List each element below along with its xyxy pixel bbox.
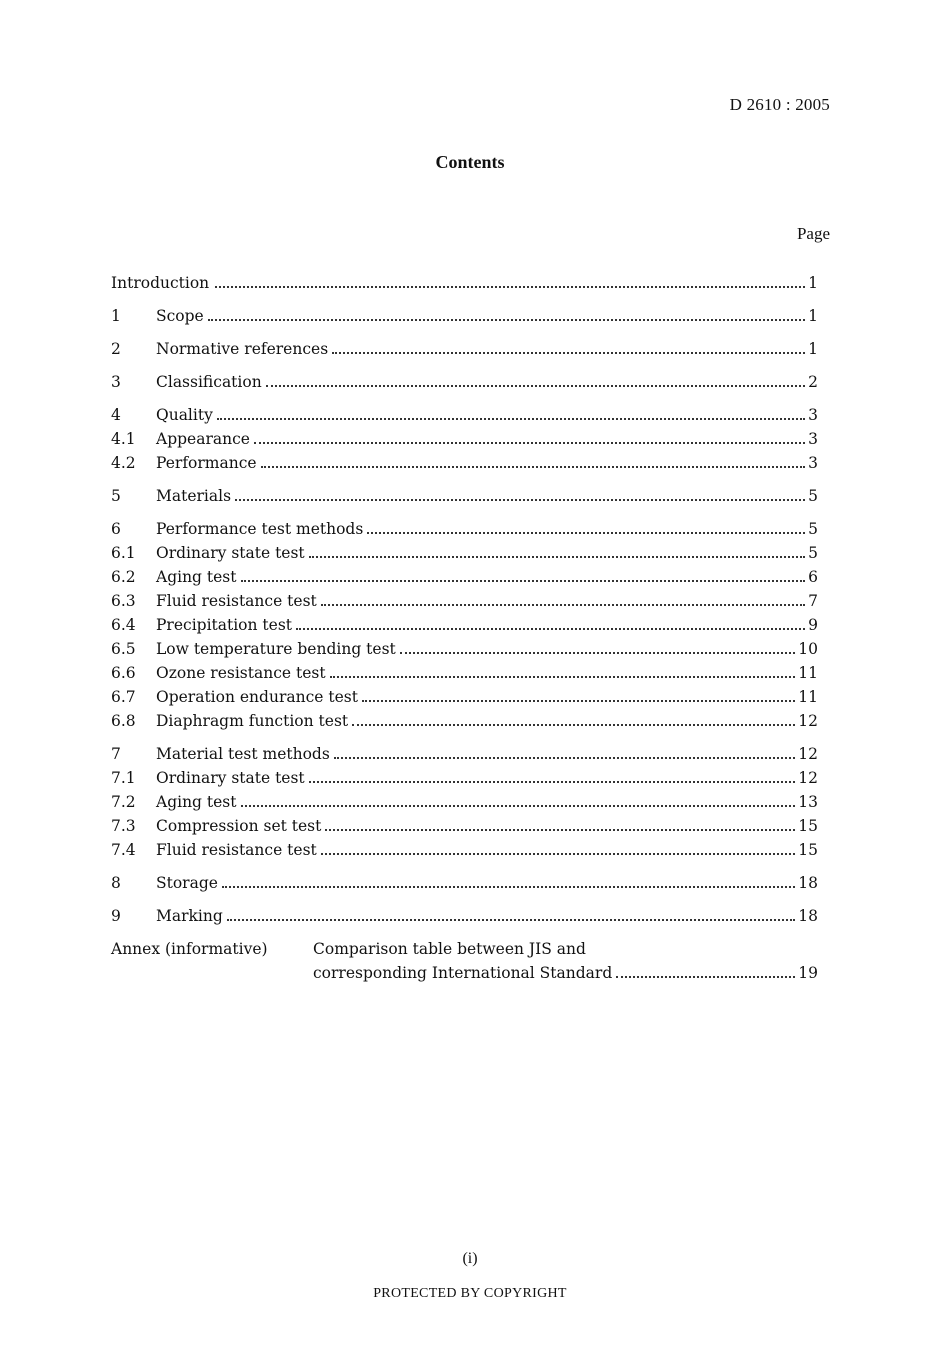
toc-entry-page: 5 [808,544,818,562]
toc-entry[interactable] [111,838,818,862]
toc-leader [261,466,806,468]
toc-entry-label: Material test methods [156,745,330,763]
toc-leader [222,886,795,888]
toc-entry-number: 6.6 [111,664,136,682]
toc-entry-label: Ordinary state test [156,544,305,562]
toc-entry-number: 6.3 [111,592,136,610]
toc-entry-label: Aging test [156,568,237,586]
toc-entry-number: 7.1 [111,769,136,787]
toc-entry-page: 2 [808,373,818,391]
toc-entry-number: 5 [111,487,121,505]
toc-entry-label: Quality [156,406,213,424]
toc-entry-number: 2 [111,340,121,358]
toc-leader [325,829,795,831]
toc-leader [296,628,805,630]
toc-entry-number: 7.3 [111,817,136,835]
toc-entry-page: 7 [808,592,818,610]
copyright-notice: PROTECTED BY COPYRIGHT [373,1286,567,1301]
toc-entry-page: 13 [798,793,818,811]
toc-entry-number: 6 [111,520,121,538]
toc-leader [362,700,795,702]
toc-entry-page: 1 [808,307,818,325]
toc-entry-label: Precipitation test [156,616,293,634]
toc-entry-number: 6.8 [111,712,136,730]
toc-leader [309,781,796,783]
toc-entry-page: 18 [798,907,818,925]
toc-entry-label: Compression set test [156,817,322,835]
toc-entry-label: Storage [156,874,218,892]
toc-entry[interactable] [111,271,818,295]
toc-entry-number: 7 [111,745,121,763]
toc-entry-label: Performance [156,454,257,472]
toc-entry[interactable] [111,790,818,814]
toc-leader [254,442,805,444]
toc-entry[interactable] [111,814,818,838]
toc-leader [332,352,805,354]
toc-entry-number: 3 [111,373,121,391]
toc-entry[interactable] [111,871,818,895]
toc-entry-page: 5 [808,487,818,505]
toc-entry-label: Fluid resistance test [156,841,317,859]
toc-entry-page: 12 [798,769,818,787]
toc-entry[interactable] [111,709,818,733]
table-of-contents [111,271,818,985]
toc-entry[interactable] [111,904,818,928]
toc-entry-label: Marking [156,907,223,925]
doc-id: D 2610 : 2005 [729,95,830,114]
toc-entry-page: 5 [808,520,818,538]
annex-title-line-2: corresponding International Standard [313,964,613,982]
toc-leader [400,652,796,654]
annex-label: Annex (informative) [111,940,268,958]
toc-entry[interactable] [111,337,818,361]
toc-entry-number: 7.4 [111,841,136,859]
toc-leader [215,286,805,288]
toc-entry-number: 4 [111,406,121,424]
toc-leader [227,919,795,921]
toc-leader [367,532,805,534]
toc-leader [330,676,796,678]
toc-leader [241,580,806,582]
toc-entry[interactable] [111,766,818,790]
toc-entry-number: 9 [111,907,121,925]
toc-entry-number: 6.7 [111,688,136,706]
toc-entry-page: 11 [798,664,818,682]
toc-entry[interactable] [111,541,818,565]
toc-entry-label: Ozone resistance test [156,664,326,682]
toc-entry-label: Performance test methods [156,520,364,538]
toc-leader [208,319,805,321]
toc-entry[interactable] [111,565,818,589]
toc-entry[interactable] [111,742,818,766]
footer-page-number: (i) [462,1250,478,1267]
toc-entry-page: 12 [798,712,818,730]
toc-entry-label: Appearance [156,430,250,448]
toc-entry[interactable] [111,484,818,508]
toc-entry-number: 6.4 [111,616,136,634]
toc-entry-page: 15 [798,817,818,835]
toc-entry[interactable] [111,661,818,685]
toc-entry-label: Low temperature bending test [156,640,396,658]
toc-entry-label: Introduction [111,274,210,292]
toc-entry-number: 7.2 [111,793,136,811]
toc-entry-page: 1 [808,274,818,292]
toc-annex-entry[interactable] [111,937,818,985]
page-title: Contents [435,152,505,172]
toc-entry-number: 1 [111,307,121,325]
toc-leader [352,724,795,726]
toc-entry-label: Classification [156,373,262,391]
toc-entry-page: 1 [808,340,818,358]
toc-entry-page: 9 [808,616,818,634]
toc-entry[interactable] [111,685,818,709]
toc-entry-page: 3 [808,430,818,448]
toc-entry[interactable] [111,589,818,613]
toc-entry-label: Operation endurance test [156,688,358,706]
toc-entry-label: Ordinary state test [156,769,305,787]
toc-entry[interactable] [111,637,818,661]
toc-entry[interactable] [111,613,818,637]
toc-entry-page: 3 [808,454,818,472]
toc-entry-page: 18 [798,874,818,892]
toc-entry-number: 6.1 [111,544,136,562]
toc-entry-label: Normative references [156,340,329,358]
toc-entry-label: Aging test [156,793,237,811]
toc-entry-number: 4.2 [111,454,136,472]
toc-entry-number: 6.2 [111,568,136,586]
annex-title-line-1: Comparison table between JIS and [313,940,586,958]
annex-page: 19 [798,964,818,982]
toc-entry-number: 4.1 [111,430,136,448]
toc-leader [309,556,805,558]
toc-entry-page: 10 [798,640,818,658]
toc-entry[interactable] [111,517,818,541]
toc-entry-page: 11 [798,688,818,706]
toc-entry-number: 6.5 [111,640,136,658]
toc-entry-page: 12 [798,745,818,763]
toc-leader [266,385,805,387]
toc-entry-page: 3 [808,406,818,424]
toc-entry-label: Materials [156,487,232,505]
toc-entry-number: 8 [111,874,121,892]
toc-entry[interactable] [111,451,818,475]
toc-leader [321,604,805,606]
toc-entry-label: Scope [156,307,204,325]
toc-entry-page: 6 [808,568,818,586]
toc-leader [241,805,796,807]
toc-entry-label: Fluid resistance test [156,592,317,610]
toc-entry-page: 15 [798,841,818,859]
toc-entry[interactable] [111,403,818,427]
toc-entry[interactable] [111,304,818,328]
toc-leader [321,853,795,855]
toc-leader [616,976,795,978]
toc-leader [334,757,795,759]
toc-entry[interactable] [111,370,818,394]
toc-entry-label: Diaphragm function test [156,712,349,730]
page-column-label: Page [796,224,830,243]
toc-leader [235,499,805,501]
toc-entry[interactable] [111,427,818,451]
toc-leader [217,418,805,420]
